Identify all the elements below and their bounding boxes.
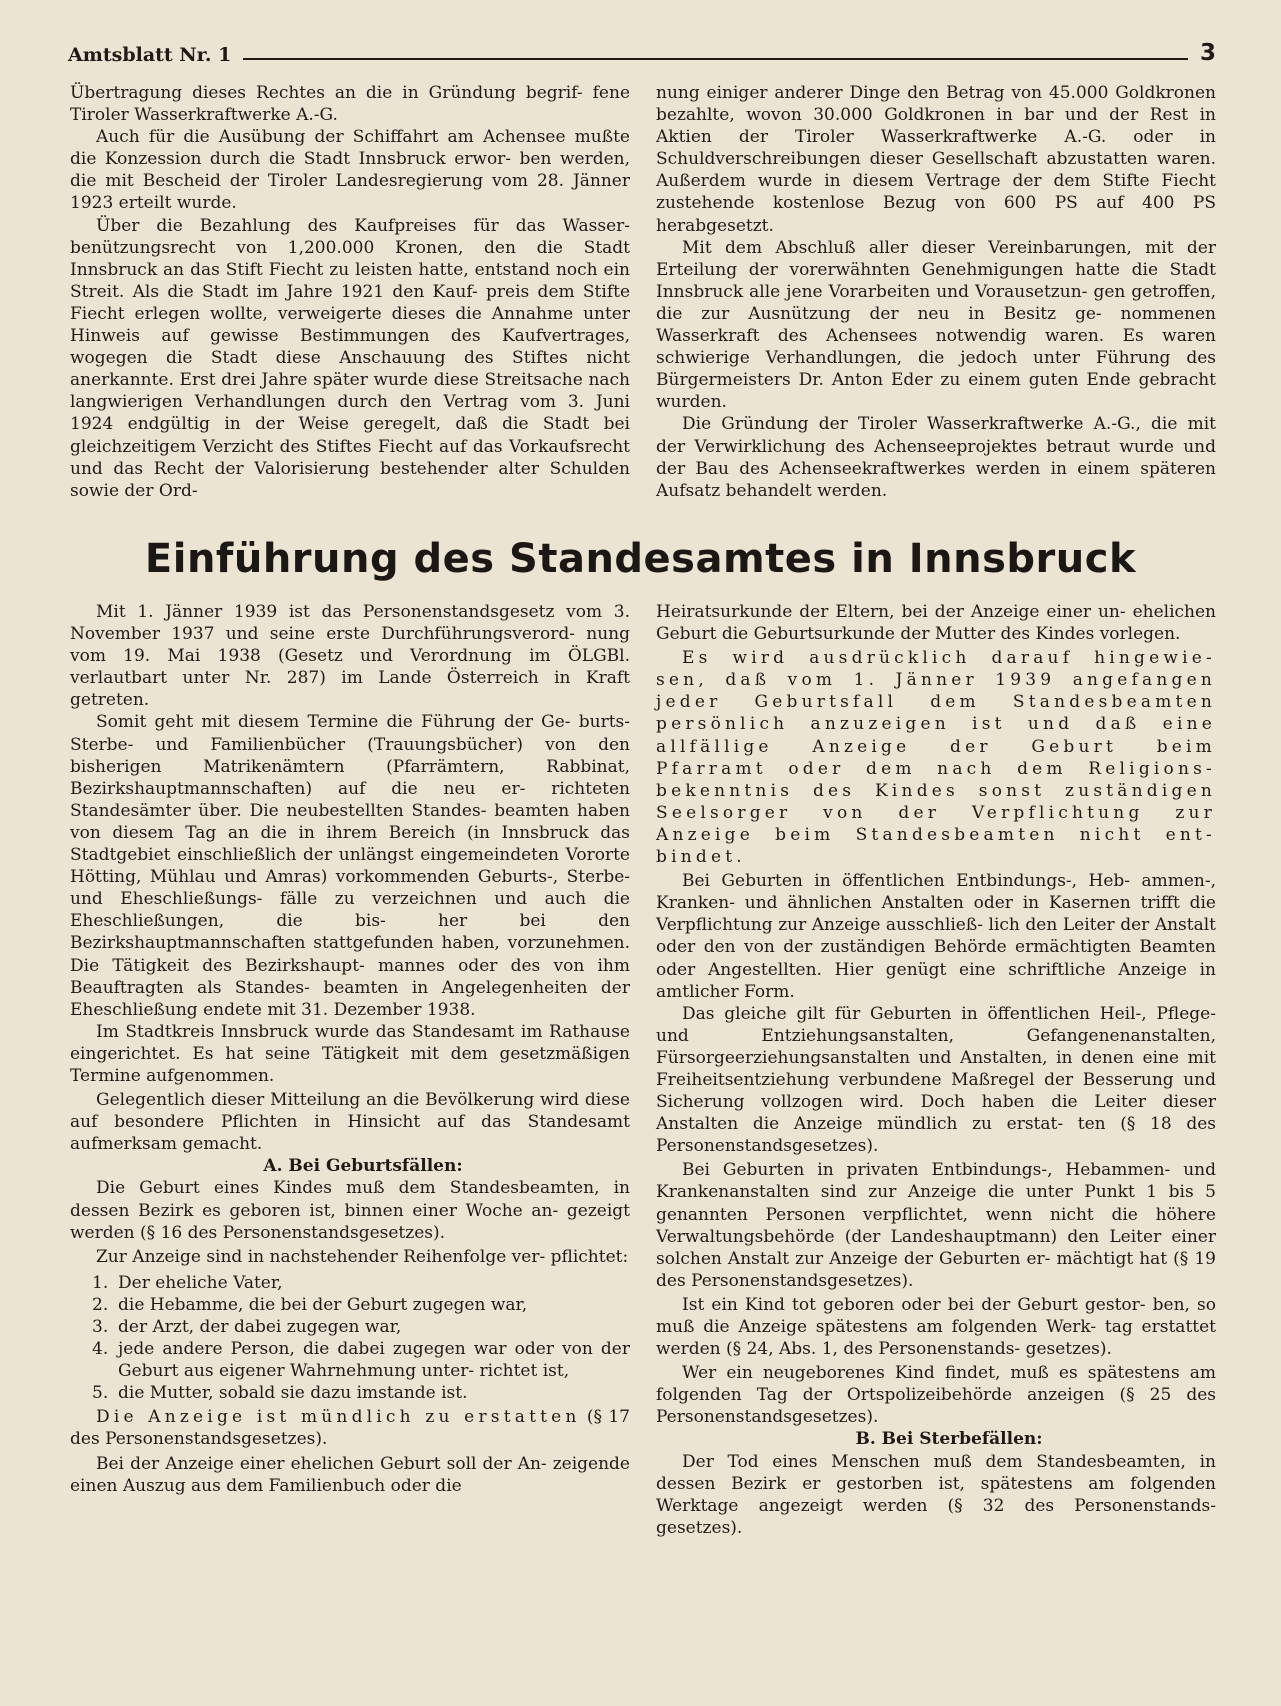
top-article-left-column <box>70 82 630 502</box>
paragraph: Heiratsurkunde der Eltern, bei der Anzeige einer un- ehelichen Geburt die Geburtsurkunde der Mutter des Kindes vorlegen. <box>656 602 1216 645</box>
emphasis-paragraph: Es wird ausdrücklich darauf hingewie- sen, daß vom 1. Jänner 1939 angefangen jeder Geburtsfall dem Standesbeamten persönlich anzuzeigen ist und daß eine allfällige Anzeige der Geburt beim Pfarramt oder dem nach dem Religions- bekenntnis des Kindes sonst zuständigen Seelsorger von der Verpflichtung zur Anzeige beim Standesbeamten nicht ent- bindet. <box>656 648 1216 868</box>
paragraph: Die Geburt eines Kindes muß dem Standesbeamten, in dessen Bezirk es geboren ist, binnen einer Woche an- gezeigt werden (§ 16 des Personenstandsgesetzes). <box>70 1178 630 1243</box>
list-number: 1. <box>92 1272 109 1293</box>
top-article-right-column <box>656 82 1216 502</box>
paragraph: Wer ein neugeborenes Kind findet, muß es spätestens am folgenden Tag der Ortspolizeibehörde anzeigen (§ 25 des Personenstandsgesetzes). <box>656 1363 1216 1428</box>
page-header <box>68 34 1216 66</box>
paragraph: Zur Anzeige sind in nachstehender Reihenfolge ver- pflichtet: <box>96 1246 629 1267</box>
paragraph: Bei Geburten in öffentlichen Entbindungs-, Heb- ammen-, Kranken- und ähnlichen Anstalten oder in Kasernen trifft die Verpflichtung zur Anzeige ausschließ- lich den Leiter der Anstalt oder den von der zuständigen Behörde ermächtigten Beamten oder Angestellten. Hier genügt eine schriftliche Anzeige in amtlicher Form. <box>656 871 1216 1002</box>
paragraph: Der Tod eines Menschen muß dem Standesbeamten, in dessen Bezirk er gestorben ist, spätestens am folgenden Werktage angezeigt werden (§ 32 des Personenstands- gesetzes). <box>656 1451 1216 1538</box>
page-number: 3 <box>1199 40 1216 66</box>
list-number: 2. <box>92 1294 109 1315</box>
paragraph: Das gleiche gilt für Geburten in öffentlichen Heil-, Pflege- und Entziehungsanstalten, Gefangenenanstalten, Fürsorgeerziehungsanstalten und Anstalten, in denen eine mit Freiheitsentziehung verbundene Maßregel der Besserung und Sicherung vollzogen wird. Doch haben die Leiter dieser Anstalten die Anzeige mündlich zu erstat- ten (§ 18 des Personenstandsgesetzes). <box>656 1003 1216 1157</box>
law-reference: (§ 17 des Personenstandsgesetzes). <box>70 1407 630 1450</box>
section-heading-deaths: B. Bei Sterbefällen: <box>855 1429 1043 1450</box>
paragraph: Übertragung dieses Rechtes an die in Gründung begrif- fene Tiroler Wasserkraftwerke A.-G. <box>70 83 630 126</box>
list-number: 3. <box>92 1317 109 1337</box>
list-number: 4. <box>92 1339 109 1360</box>
list-item <box>70 1316 630 1338</box>
header-title: Amtsblatt Nr. 1 <box>68 44 232 66</box>
paragraph: Somit geht mit diesem Termine die Führung der Ge- burts- Sterbe- und Familienbücher (Trauungsbücher) von den bisherigen Matrikenämtern (Pfarrämtern, Rabbinat, Bezirkshauptmannschaften) auf die neu er- richteten Standesämter über. Die neubestellten Standes- beamten haben von diesem Tag an die in ihrem Bereich (in Innsbruck das Stadtgebiet einschließlich der unlängst eingemeindeten Vororte Hötting, Mühlau und Amras) vorkommenden Geburts-, Sterbe- und Eheschließungs- fälle zu verzeichnen und auch die Eheschließungen, die bis- her bei den Bezirkshauptmannschaften stattgefunden haben, vorzunehmen. Die Tätigkeit des Bezirkshaupt- mannes oder des von ihm Beauftragten als Standes- beamten in Angelegenheiten der Eheschließung endete mit 31. Dezember 1938. <box>70 712 630 1020</box>
paragraph: Ist ein Kind tot geboren oder bei der Geburt gestor- ben, so muß die Anzeige spätestens am folgenden Werk- tag erstattet werden (§ 24, Abs. 1, des Personenstands- gesetzes). <box>656 1294 1216 1360</box>
list-text: der Arzt, der dabei zugegen war, <box>118 1317 402 1337</box>
article-headline: Einführung des Standesamtes in Innsbruck <box>144 536 1137 582</box>
paragraph: Mit 1. Jänner 1939 ist das Personenstandsgesetz vom 3. November 1937 und seine erste Durchführungsverord- nung vom 19. Mai 1938 (Gesetz und Verordnung im ÖLGBl. verlautbart unter Nr. 287) im Lande Österreich in Kraft getreten. <box>70 602 630 711</box>
paragraph: Im Stadtkreis Innsbruck wurde das Standesamt im Rathause eingerichtet. Es hat seine Tätigkeit mit dem gesetzmäßigen Termine aufgenommen. <box>70 1021 630 1086</box>
list-text: die Mutter, sobald sie dazu imstande ist. <box>118 1383 468 1404</box>
paragraph: nung einiger anderer Dinge den Betrag von 45.000 Goldkronen bezahlte, wovon 30.000 Goldkronen in bar und der Rest in Aktien der Tiroler Wasserkraftwerke A.-G. oder in Schuldverschreibungen dieser Gesellschaft abzustatten waren. Außerdem wurde in diesem Vertrage der dem Stifte Fiecht zustehende kostenlose Bezug von 600 PS auf 400 PS herabgesetzt. <box>656 83 1216 236</box>
paragraph: Mit dem Abschluß aller dieser Vereinbarungen, mit der Erteilung der vorerwähnten Genehmigungen hatte die Stadt Innsbruck alle jene Vorarbeiten und Vorausetzun- gen getroffen, die zur Ausnützung der neu in Besitz ge- nommenen Wasserkraft des Achensees notwendig waren. Es waren schwierige Verhandlungen, die jedoch unter Führung des Bürgermeisters Dr. Anton Eder zu einem guten Ende gebracht wurden. <box>656 237 1216 413</box>
paragraph: Auch für die Ausübung der Schiffahrt am Achensee mußte die Konzession durch die Stadt Innsbruck erwor- ben werden, die mit Bescheid der Tiroler Landesregierung vom 28. Jänner 1923 erteilt wurde. <box>70 127 630 214</box>
paragraph: Die Gründung der Tiroler Wasserkraftwerke A.-G., die mit der Verwirklichung des Achenseeprojektes betraut wurde und der Bau des Achenseekraftwerkes werden in einem späteren Aufsatz behandelt werden. <box>656 414 1216 501</box>
list-item <box>70 1338 630 1382</box>
list-text: die Hebamme, die bei der Geburt zugegen war, <box>118 1294 528 1315</box>
list-item <box>70 1272 630 1294</box>
obligated-persons-list <box>70 1272 630 1405</box>
paragraph: Über die Bezahlung des Kaufpreises für das Wasser- benützungsrecht von 1,200.000 Kronen, den die Stadt Innsbruck an das Stift Fiecht zu leisten hatte, entstand noch ein Streit. Als die Stadt im Jahre 1921 den Kauf- preis dem Stifte Fiecht erlegen wollte, verweigerte dieses die Annahme unter Hinweis auf gewisse Bestimmungen des Kaufvertrages, wogegen die Stadt diese Anschauung des Stiftes nicht anerkannte. Erst drei Jahre später wurde diese Streitsache nach langwierigen Verhandlungen durch den Vertrag vom 3. Juni 1924 endgültig in der Weise geregelt, daß die Stadt bei gleichzeitigem Verzicht des Stiftes Fiecht auf das Vorkaufsrecht und das Recht der Valorisierung bestehender alter Schulden sowie der Ord- <box>70 215 630 501</box>
list-item <box>70 1382 630 1404</box>
list-item <box>70 1294 630 1316</box>
paragraph: Gelegentlich dieser Mitteilung an die Bevölkerung wird diese auf besondere Pflichten in Hinsicht auf das Standesamt aufmerksam gemacht. <box>70 1090 630 1155</box>
paragraph-spaced <box>70 1406 630 1450</box>
header-rule <box>243 58 1188 60</box>
section-heading-births: A. Bei Geburtsfällen: <box>263 1156 463 1177</box>
main-article-left-column <box>70 601 630 1497</box>
list-number: 5. <box>92 1383 109 1404</box>
emphasis-text: Die Anzeige ist mündlich zu erstatten <box>96 1407 581 1428</box>
paragraph: Bei der Anzeige einer ehelichen Geburt soll der An- zeigende einen Auszug aus dem Familienbuch oder die <box>70 1453 630 1496</box>
list-text: Der eheliche Vater, <box>118 1272 283 1293</box>
list-text: jede andere Person, die dabei zugegen war oder von der Geburt aus eigener Wahrnehmung unter- richtet ist, <box>118 1339 630 1382</box>
main-article-right-column <box>656 601 1216 1539</box>
paragraph: Bei Geburten in privaten Entbindungs-, Hebammen- und Krankenanstalten sind zur Anzeige die unter Punkt 1 bis 5 genannten Personen verpflichtet, wenn nicht die höhere Verwaltungsbehörde (der Landeshauptmann) den Leiter einer solchen Anstalt zur Anzeige der Geburten er- mächtigt hat (§ 19 des Personenstandsgesetzes). <box>656 1160 1216 1291</box>
